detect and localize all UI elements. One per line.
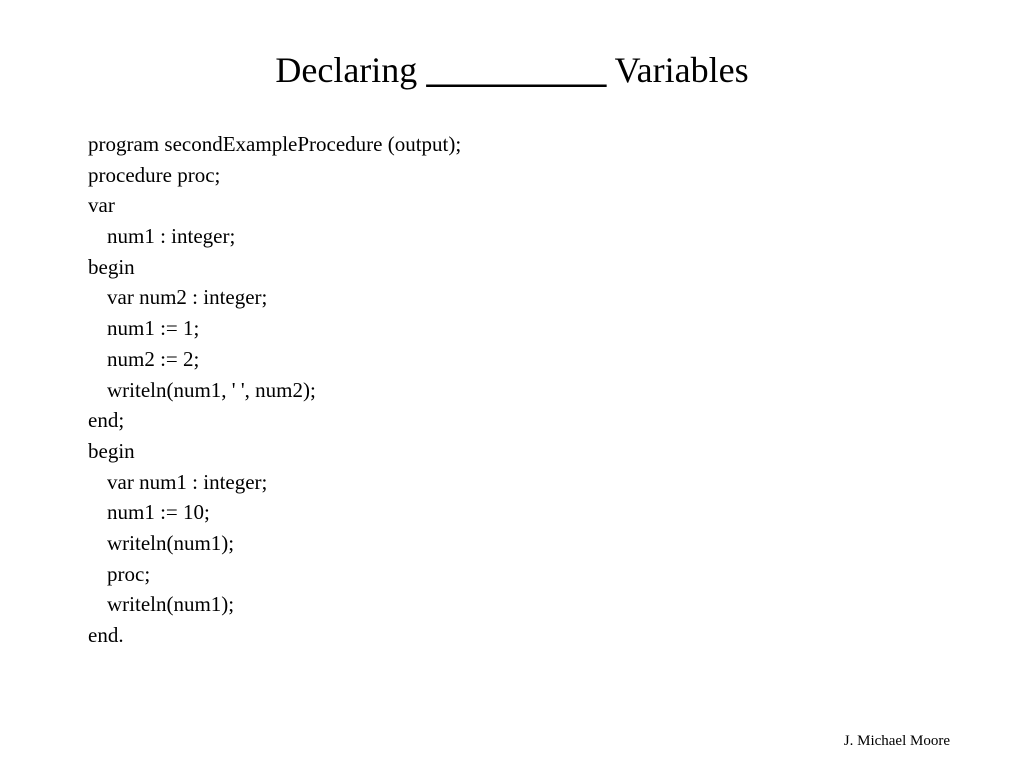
code-line: proc; [107,561,151,586]
code-line: num1 := 10; [107,500,210,525]
code-line: begin [88,254,135,279]
slide-title [0,46,1024,94]
code-line: writeln(num1); [107,592,235,617]
code-line: end; [88,408,125,433]
title-prefix: Declaring [275,50,427,90]
code-line: num1 := 1; [107,316,200,341]
title-suffix: Variables [606,50,749,90]
footer-author: J. Michael Moore [843,733,950,749]
code-line: var num1 : integer; [107,469,268,494]
code-line: writeln(num1); [107,530,235,555]
title-blank: __________ [426,50,607,90]
code-line: var [88,193,115,218]
code-line: end. [88,623,124,647]
code-line: procedure proc; [88,162,221,187]
code-line: writeln(num1, ' ', num2); [107,377,316,402]
code-line: begin [88,438,135,463]
code-listing [88,129,461,651]
code-line: num2 := 2; [107,346,200,371]
code-line: program secondExampleProcedure (output); [88,132,462,156]
code-line: var num2 : integer; [107,285,268,310]
code-line: num1 : integer; [107,224,236,249]
